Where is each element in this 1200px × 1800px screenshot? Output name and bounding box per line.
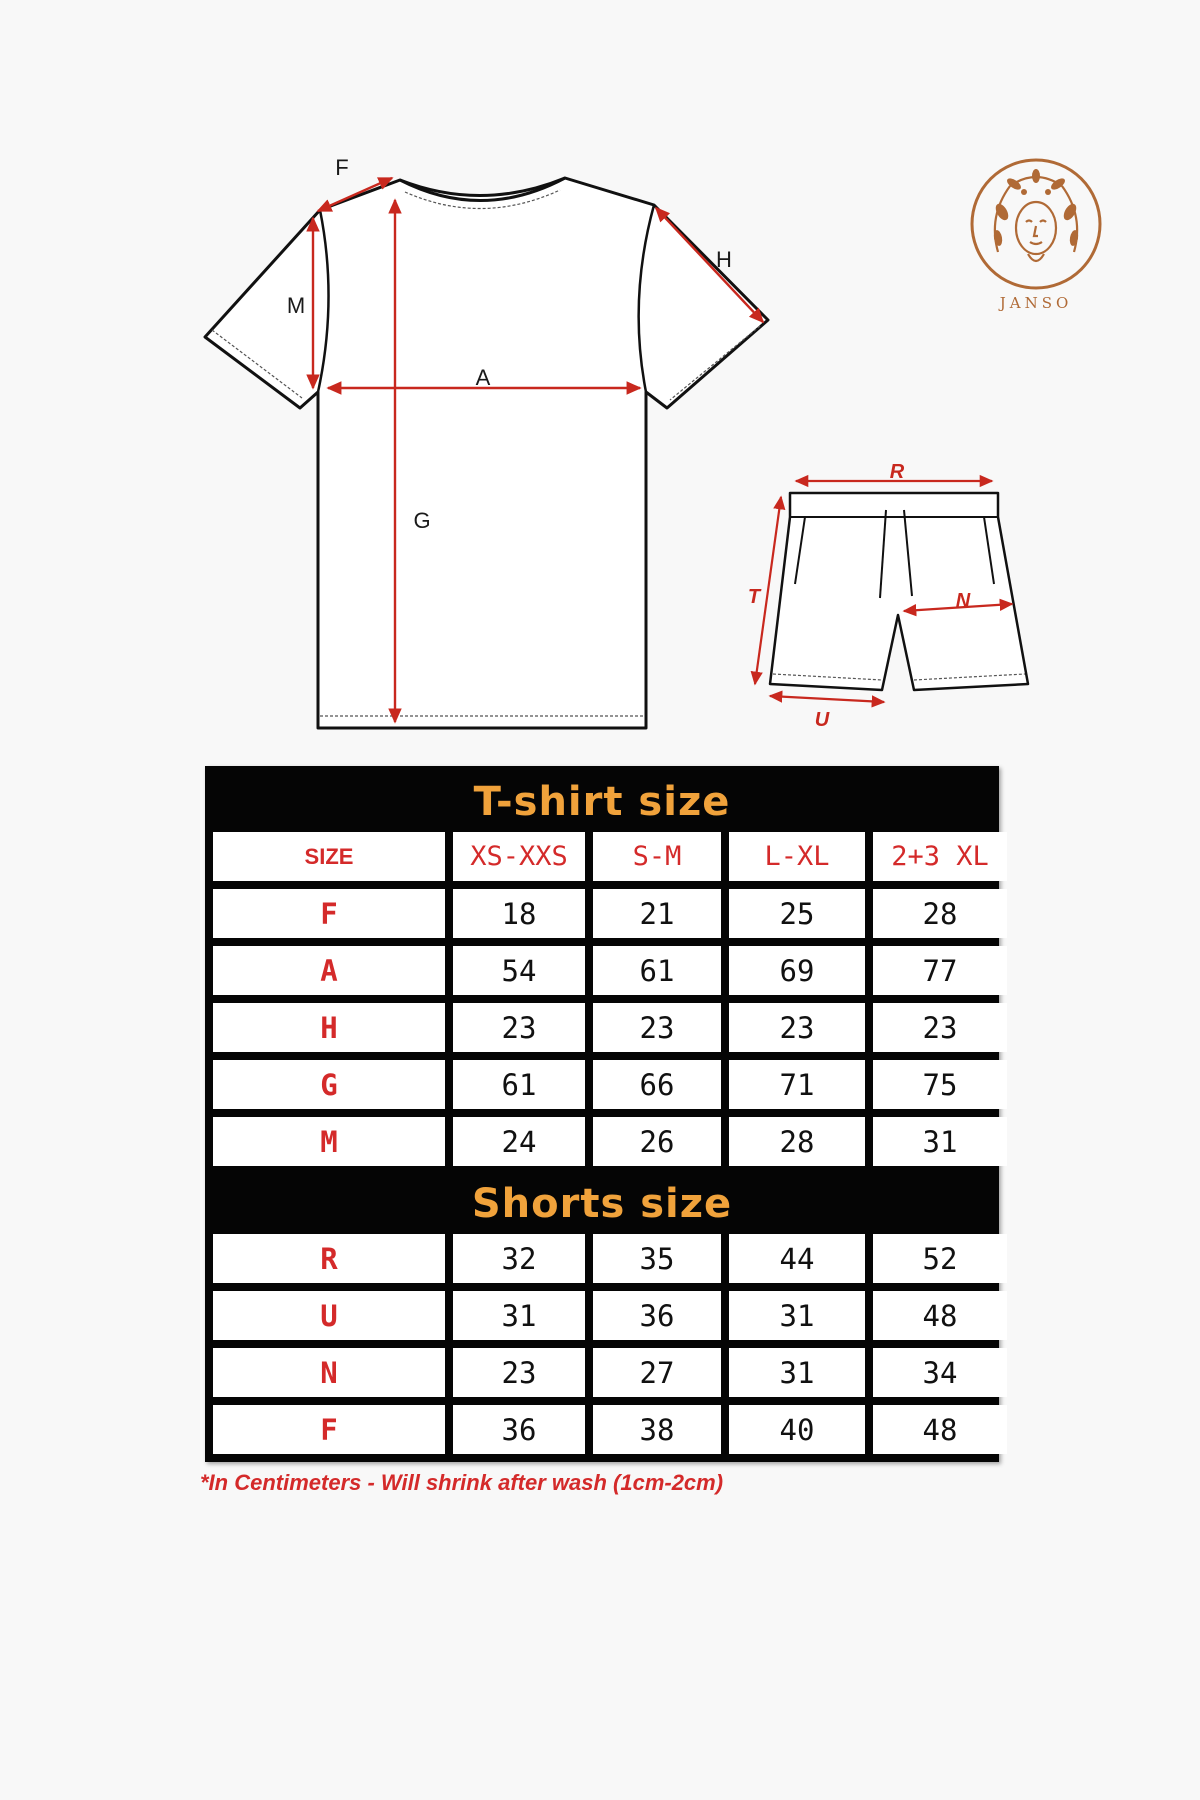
table-cell: 26 <box>593 1117 721 1166</box>
table-cell: 31 <box>873 1117 1007 1166</box>
woman-face-wreath-logo-icon <box>968 156 1104 292</box>
table-cell: 23 <box>593 1003 721 1052</box>
header-cell-xs-xxs: XS-XXS <box>453 832 585 881</box>
header-cell-s-m: S-M <box>593 832 721 881</box>
table-cell: 25 <box>729 889 865 938</box>
row-label: R <box>213 1234 445 1283</box>
table-cell: 61 <box>593 946 721 995</box>
table-cell: 27 <box>593 1348 721 1397</box>
label-h-tshirt: H <box>716 247 732 272</box>
table-cell: 23 <box>729 1003 865 1052</box>
table-cell: 28 <box>873 889 1007 938</box>
table-header-row <box>213 832 991 881</box>
table-cell: 61 <box>453 1060 585 1109</box>
label-m-tshirt: M <box>286 293 306 318</box>
table-cell: 23 <box>453 1003 585 1052</box>
table-cell: 23 <box>873 1003 1007 1052</box>
tshirt-outline <box>205 178 768 728</box>
header-cell-size: SIZE <box>213 832 445 881</box>
table-cell: 36 <box>453 1405 585 1454</box>
label-n-shorts: N <box>955 590 971 612</box>
tshirt-size-title: T-shirt size <box>473 779 731 825</box>
table-cell: 66 <box>593 1060 721 1109</box>
table-cell: 52 <box>873 1234 1007 1283</box>
table-cell: 38 <box>593 1405 721 1454</box>
table-cell: 54 <box>453 946 585 995</box>
table-cell: 48 <box>873 1291 1007 1340</box>
table-cell: 18 <box>453 889 585 938</box>
shorts-outline <box>770 493 1028 690</box>
table-row <box>213 1348 991 1397</box>
row-label: A <box>213 946 445 995</box>
header-cell-2-3-xl: 2+3 XL <box>873 832 1007 881</box>
table-row <box>213 1234 991 1283</box>
table-cell: 69 <box>729 946 865 995</box>
table-cell: 31 <box>729 1348 865 1397</box>
label-f-tshirt: F <box>335 155 349 180</box>
row-label: G <box>213 1060 445 1109</box>
garment-diagram <box>0 0 1200 760</box>
table-cell: 44 <box>729 1234 865 1283</box>
table-cell: 32 <box>453 1234 585 1283</box>
table-cell: 31 <box>729 1291 865 1340</box>
label-r-shorts: R <box>889 461 905 483</box>
table-cell: 48 <box>873 1405 1007 1454</box>
header-cell-l-xl: L-XL <box>729 832 865 881</box>
table-row <box>213 1117 991 1166</box>
table-cell: 21 <box>593 889 721 938</box>
label-g-tshirt: G <box>413 508 431 533</box>
row-label: H <box>213 1003 445 1052</box>
table-row <box>213 889 991 938</box>
row-label: U <box>213 1291 445 1340</box>
size-chart-table <box>205 766 999 1462</box>
table-row <box>213 946 991 995</box>
brand-logo-text: JANSO <box>999 294 1073 312</box>
table-cell: 40 <box>729 1405 865 1454</box>
table-cell: 35 <box>593 1234 721 1283</box>
table-cell: 24 <box>453 1117 585 1166</box>
label-t-shorts: T <box>747 586 761 608</box>
table-cell: 36 <box>593 1291 721 1340</box>
table-row <box>213 1405 991 1454</box>
shorts-size-title: Shorts size <box>471 1181 733 1227</box>
table-cell: 23 <box>453 1348 585 1397</box>
label-u-shorts: U <box>814 709 830 731</box>
table-cell: 34 <box>873 1348 1007 1397</box>
table-row <box>213 1003 991 1052</box>
row-label: M <box>213 1117 445 1166</box>
table-cell: 28 <box>729 1117 865 1166</box>
table-cell: 31 <box>453 1291 585 1340</box>
row-label: F <box>213 1405 445 1454</box>
row-label: F <box>213 889 445 938</box>
table-cell: 77 <box>873 946 1007 995</box>
table-row <box>213 1060 991 1109</box>
row-label: N <box>213 1348 445 1397</box>
measurement-footnote: *In Centimeters - Will shrink after wash (1cm-2cm) <box>200 1470 724 1495</box>
table-cell: 71 <box>729 1060 865 1109</box>
table-cell: 75 <box>873 1060 1007 1109</box>
table-row <box>213 1291 991 1340</box>
label-a-tshirt: A <box>475 365 491 390</box>
